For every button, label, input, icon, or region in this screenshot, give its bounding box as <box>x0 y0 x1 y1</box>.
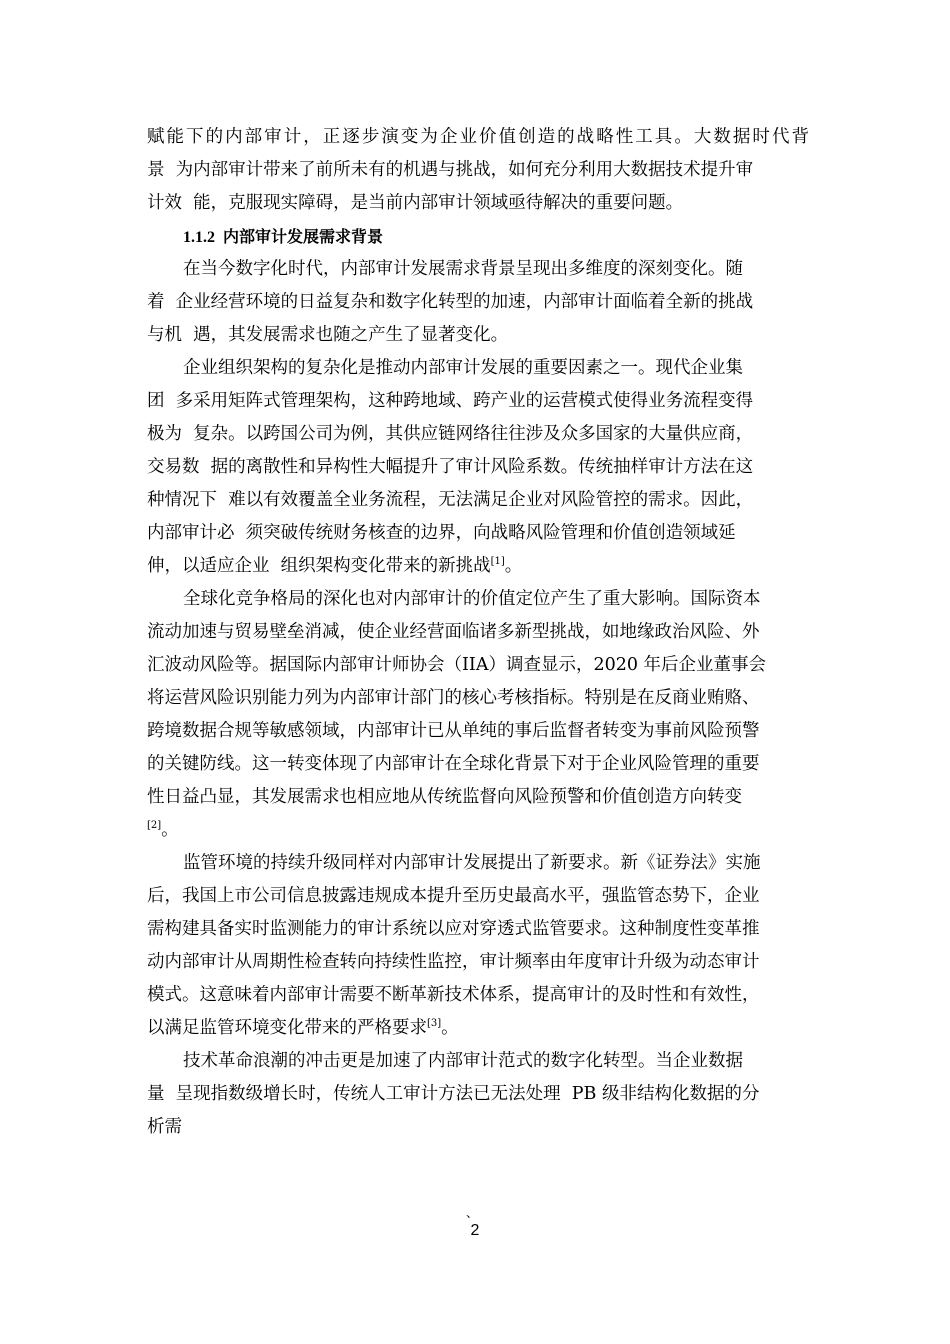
body-line: 全球化竞争格局的深化也对内部审计的价值定位产生了重大影响。国际资本 <box>183 589 761 609</box>
body-line <box>147 550 809 583</box>
citation-ref[interactable]: [2] <box>147 820 162 832</box>
document-body <box>147 121 809 1144</box>
body-text: 。 <box>504 556 523 576</box>
body-line: 种情况下 难以有效覆盖全业务流程，无法满足企业对风险管控的需求。因此， <box>147 490 754 510</box>
body-line: 交易数 据的离散性和异构性大幅提升了审计风险系数。传统抽样审计方法在这 <box>147 457 754 477</box>
section-title: 内部审计发展需求背景 <box>223 227 384 246</box>
citation-ref[interactable]: [1] <box>490 556 505 568</box>
body-line: 团 多采用矩阵式管理架构，这种跨地域、跨产业的运营模式使得业务流程变得 <box>147 391 754 411</box>
body-line: 赋能下的内部审计，正逐步演变为企业价值创造的战略性工具。大数据时代背 <box>147 127 809 147</box>
body-line: 跨境数据合规等敏感领域，内部审计已从单纯的事后监督者转变为事前风险预警 <box>147 721 760 741</box>
body-line: 性日益凸显，其发展需求也相应地从传统监督向风险预警和价值创造方向转变 <box>147 787 742 807</box>
body-line: 与机 遇，其发展需求也随之产生了显著变化。 <box>147 325 509 345</box>
body-text: 伸，以适应企业 组织架构变化带来的新挑战 <box>147 556 491 576</box>
footer-mark: 、 <box>466 1206 479 1220</box>
body-line: 析需 <box>147 1117 182 1137</box>
body-text: 以满足监管环境变化带来的严格要求 <box>147 1018 427 1038</box>
page-number: 2 <box>470 1222 480 1239</box>
body-line: 技术革命浪潮的冲击更是加速了内部审计范式的数字化转型。当企业数据 <box>183 1051 743 1071</box>
body-line: 的关键防线。这一转变体现了内部审计在全球化背景下对于企业风险管理的重要 <box>147 754 760 774</box>
body-line: 动内部审计从周期性检查转向持续性监控，审计频率由年度审计升级为动态审计 <box>147 952 760 972</box>
body-line: 在当今数字化时代，内部审计发展需求背景呈现出多维度的深刻变化。随 <box>183 259 743 279</box>
body-line <box>147 814 809 847</box>
body-line: 后，我国上市公司信息披露违规成本提升至历史最高水平，强监管态势下，企业 <box>147 886 760 906</box>
body-line: 将运营风险识别能力列为内部审计部门的核心考核指标。特别是在反商业贿赂、 <box>147 688 760 708</box>
body-text: 。 <box>161 820 179 840</box>
body-line: 极为 复杂。以跨国公司为例，其供应链网络往往涉及众多国家的大量供应商， <box>147 424 754 444</box>
body-line: 监管环境的持续升级同样对内部审计发展提出了新要求。新《证券法》实施 <box>183 853 761 873</box>
body-line: 计效 能，克服现实障碍，是当前内部审计领域亟待解决的重要问题。 <box>147 193 684 213</box>
body-line: 汇波动风险等。据国际内部审计师协会（IIA）调查显示，2020 年后企业董事会 <box>147 655 767 675</box>
body-line: 着 企业经营环境的日益复杂和数字化转型的加速，内部审计面临着全新的挑战 <box>147 292 754 312</box>
section-number: 1.1.2 <box>183 229 215 246</box>
body-line: 景 为内部审计带来了前所未有的机遇与挑战，如何充分利用大数据技术提升审 <box>147 160 754 180</box>
body-line: 流动加速与贸易壁垒消减，使企业经营面临诸多新型挑战，如地缘政治风险、外 <box>147 622 760 642</box>
section-heading <box>147 220 809 253</box>
body-line <box>147 1012 809 1045</box>
body-line: 企业组织架构的复杂化是推动内部审计发展的重要因素之一。现代企业集 <box>183 358 743 378</box>
body-line: 需构建具备实时监测能力的审计系统以应对穿透式监管要求。这种制度性变革推 <box>147 919 760 939</box>
body-line: 模式。这意味着内部审计需要不断革新技术体系，提高审计的及时性和有效性， <box>147 985 760 1005</box>
citation-ref[interactable]: [3] <box>427 1018 442 1030</box>
body-text: 。 <box>441 1018 459 1038</box>
body-line: 量 呈现指数级增长时，传统人工审计方法已无法处理 PB 级非结构化数据的分 <box>147 1084 760 1104</box>
body-line: 内部审计必 须突破传统财务核查的边界，向战略风险管理和价值创造领域延 <box>147 523 736 543</box>
